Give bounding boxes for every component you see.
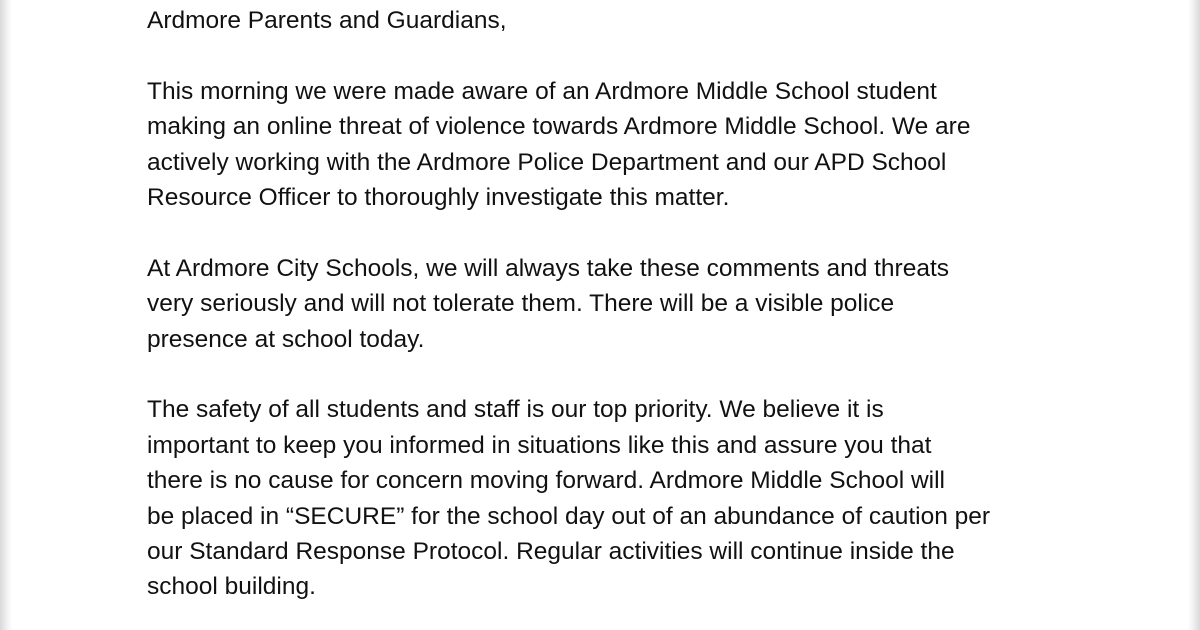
- paragraph-safety: [147, 392, 1147, 604]
- paragraph-line: school building.: [147, 573, 316, 601]
- letter-body: [147, 3, 1147, 605]
- page-edge-left: [0, 0, 12, 630]
- paragraph-line: This morning we were made aware of an Ardmore Middle School student: [147, 77, 937, 105]
- paragraph-investigation: [147, 74, 1147, 216]
- paragraph-line: At Ardmore City Schools, we will always take these comments and threats: [147, 254, 950, 282]
- page-edge-right: [1188, 0, 1200, 630]
- paragraph-line: our Standard Response Protocol. Regular activities will continue inside the: [147, 538, 955, 566]
- paragraph-line: Resource Officer to thoroughly investigate this matter.: [147, 184, 730, 212]
- paragraph-police-presence: [147, 251, 1147, 357]
- paragraph-line: very seriously and will not tolerate them. There will be a visible police: [147, 290, 895, 318]
- paragraph-line: there is no cause for concern moving forward. Ardmore Middle School will: [147, 467, 945, 495]
- paragraph-line: be placed in “SECURE” for the school day out of an abundance of caution per: [147, 502, 991, 530]
- paragraph-line: important to keep you informed in situations like this and assure you that: [147, 431, 932, 459]
- paragraph-line: presence at school today.: [147, 325, 425, 353]
- paragraph-line: The safety of all students and staff is our top priority. We believe it is: [147, 396, 884, 424]
- salutation: Ardmore Parents and Guardians,: [147, 7, 507, 34]
- paragraph-line: actively working with the Ardmore Police Department and our APD School: [147, 148, 947, 176]
- paragraph-line: making an online threat of violence towards Ardmore Middle School. We are: [147, 113, 971, 141]
